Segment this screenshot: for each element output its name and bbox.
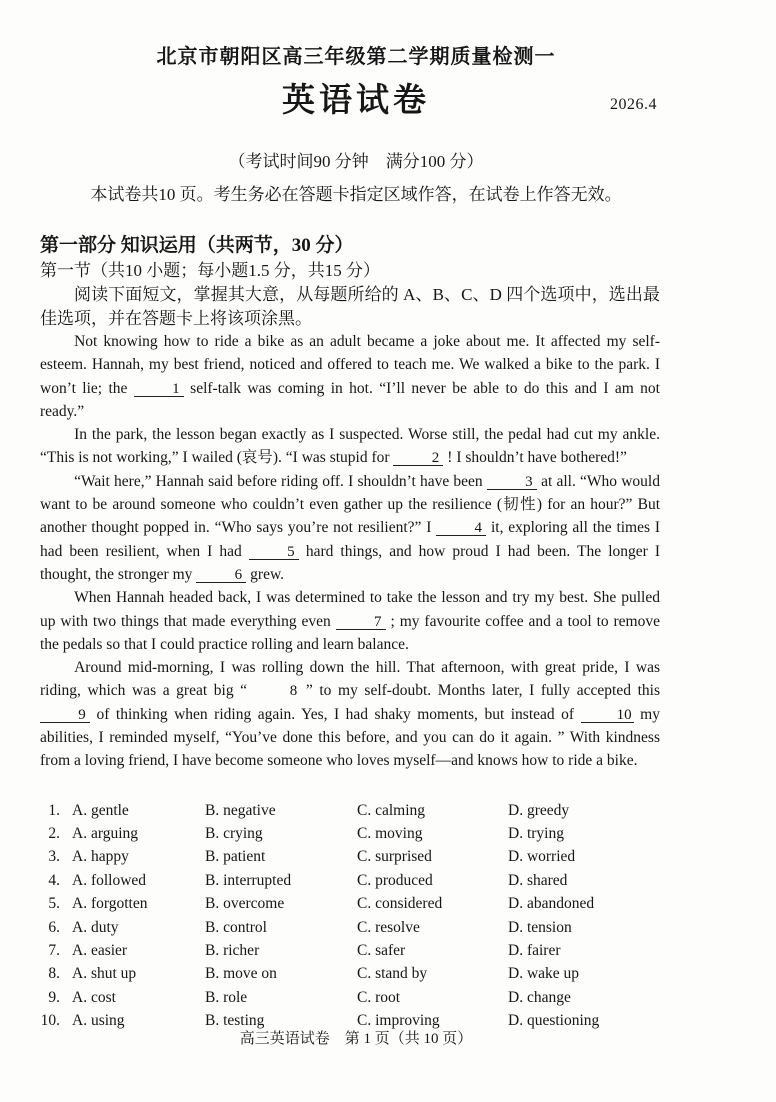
option-b: B. richer [205,942,260,960]
option-b: B. control [205,918,267,936]
cloze-blank-6: 6 [196,568,246,583]
option-a: A. happy [72,848,129,866]
cloze-blank-2: 2 [393,451,443,466]
option-c: C. considered [357,895,443,913]
option-row-8 [40,962,660,985]
passage-paragraph-1: Not knowing how to ride a bike as an adult became a joke about me. It affected my self-esteem. Hannah, my best friend, noticed and offered to teach me. We walked a bike to the park. I won’t lie; the 1 self-talk was coming in hot. “I’ll never be able to do this and I am not ready.” [40,333,660,420]
part-one-heading: 第一部分 知识运用（共两节，30 分） [40,235,354,256]
option-d: D. trying [508,825,564,843]
option-c: C. safer [357,942,406,960]
option-c: C. stand by [357,965,428,983]
passage-paragraph-2: In the park, the lesson began exactly as I suspected. Worse still, the pedal had cut my ankle. “This is not working,” I wailed (哀号). “I was stupid for 2 ! I shouldn’t have bothered!” [40,426,660,467]
option-c: C. improving [357,1012,440,1030]
option-a: A. gentle [72,801,129,819]
question-number: 2. [48,825,60,843]
exam-duration-score: （考试时间90 分钟 满分100 分） [228,152,484,171]
cloze-blank-5: 5 [249,545,299,560]
cloze-blank-3: 3 [487,475,537,490]
option-b: B. role [205,988,248,1006]
doc-header [36,0,676,206]
option-c: C. calming [357,801,426,819]
cloze-passage [40,330,660,773]
option-c: C. moving [357,825,423,843]
option-d: D. worried [508,848,576,866]
cloze-blank-7: 7 [336,615,386,630]
option-a: A. easier [72,942,128,960]
option-a: A. followed [72,871,147,889]
option-c: C. produced [357,871,433,889]
question-number: 6. [48,918,60,936]
section-one-heading: 第一节（共10 小题；每小题1.5 分，共15 分） [40,261,380,280]
option-a: A. using [72,1012,125,1030]
main-content [40,234,660,1033]
question-number: 7. [48,942,60,960]
cloze-blank-9: 9 [40,708,90,723]
option-row-6 [40,916,660,939]
option-b: B. testing [205,1012,265,1030]
option-b: B. overcome [205,895,285,913]
question-number: 1. [48,801,60,819]
passage-paragraph-5: Around mid-morning, I was rolling down the hill. That afternoon, with great pride, I was riding, which was a great big “ 8 ” to my self-doubt. Months later, I fully accepted this 9 of thinking when riding again. Yes, I had shaky moments, but instead of 10 my abilities, I reminded myself, “You’ve done this before, and you can do it again. ” With kindness from a loving friend, I have become someone who loves myself—and knows how to ride a bike. [40,659,660,770]
option-b: B. patient [205,848,266,866]
option-d: D. fairer [508,942,561,960]
options-table [40,799,660,1033]
option-c: C. surprised [357,848,432,866]
option-c: C. resolve [357,918,420,936]
option-d: D. abandoned [508,895,595,913]
passage-paragraph-3: “Wait here,” Hannah said before riding off. I shouldn’t have been 3 at all. “Who would want to be around someone who couldn’t even gather up the resilience (韧性) for an hour?” But another thought popped in. “Who says you’re not resilient?” I 4 it, exploring all the times I had been resilient, when I had 5 hard things, and how proud I had been. The longer I thought, the stronger my 6 grew. [40,472,660,583]
question-number: 5. [48,895,60,913]
exam-notice: 本试卷共10 页。考生务必在答题卡指定区域作答，在试卷上作答无效。 [90,185,622,204]
cloze-blank-10: 10 [581,708,634,723]
option-d: D. shared [508,871,568,889]
option-d: D. change [508,988,571,1006]
question-number: 4. [48,871,60,889]
question-number: 10. [40,1012,60,1030]
option-row-1 [40,799,660,822]
option-a: A. duty [72,918,119,936]
option-row-3 [40,845,660,868]
cloze-blank-4: 4 [436,521,486,536]
option-a: A. arguing [72,825,139,843]
option-b: B. negative [205,801,276,819]
option-a: A. cost [72,988,116,1006]
option-row-5 [40,892,660,915]
option-row-9 [40,986,660,1009]
question-number: 3. [48,848,60,866]
question-number: 8. [48,965,60,983]
option-b: B. crying [205,825,263,843]
option-c: C. root [357,988,401,1006]
cloze-blank-8: 8 [289,683,298,700]
option-d: D. questioning [508,1012,600,1030]
question-number: 9. [48,988,60,1006]
option-row-7 [40,939,660,962]
cloze-instructions: 阅读下面短文，掌握其大意，从每题所给的 A、B、C、D 四个选项中，选出最佳选项，并在答题卡上将该项涂黑。 [40,285,660,328]
exam-date: 2026.4 [610,96,657,113]
option-b: B. move on [205,965,277,983]
option-b: B. interrupted [205,871,292,889]
option-d: D. tension [508,918,572,936]
exam-title: 英语试卷 [282,83,430,119]
exam-header-line: 北京市朝阳区高三年级第二学期质量检测一 [156,46,556,68]
option-row-2 [40,822,660,845]
passage-paragraph-4: When Hannah headed back, I was determined to take the lesson and try my best. She pulled up with two things that made everything even 7 ; my favourite coffee and a tool to remove the pedals so that I could practice rolling and learn balance. [40,589,660,653]
option-a: A. shut up [72,965,137,983]
title-row [36,82,676,126]
cloze-blank-1: 1 [134,382,184,397]
option-d: D. wake up [508,965,580,983]
option-d: D. greedy [508,801,570,819]
option-a: A. forgotten [72,895,148,913]
page-footer: 高三英语试卷 第 1 页（共 10 页） [239,1031,473,1047]
option-row-4 [40,869,660,892]
